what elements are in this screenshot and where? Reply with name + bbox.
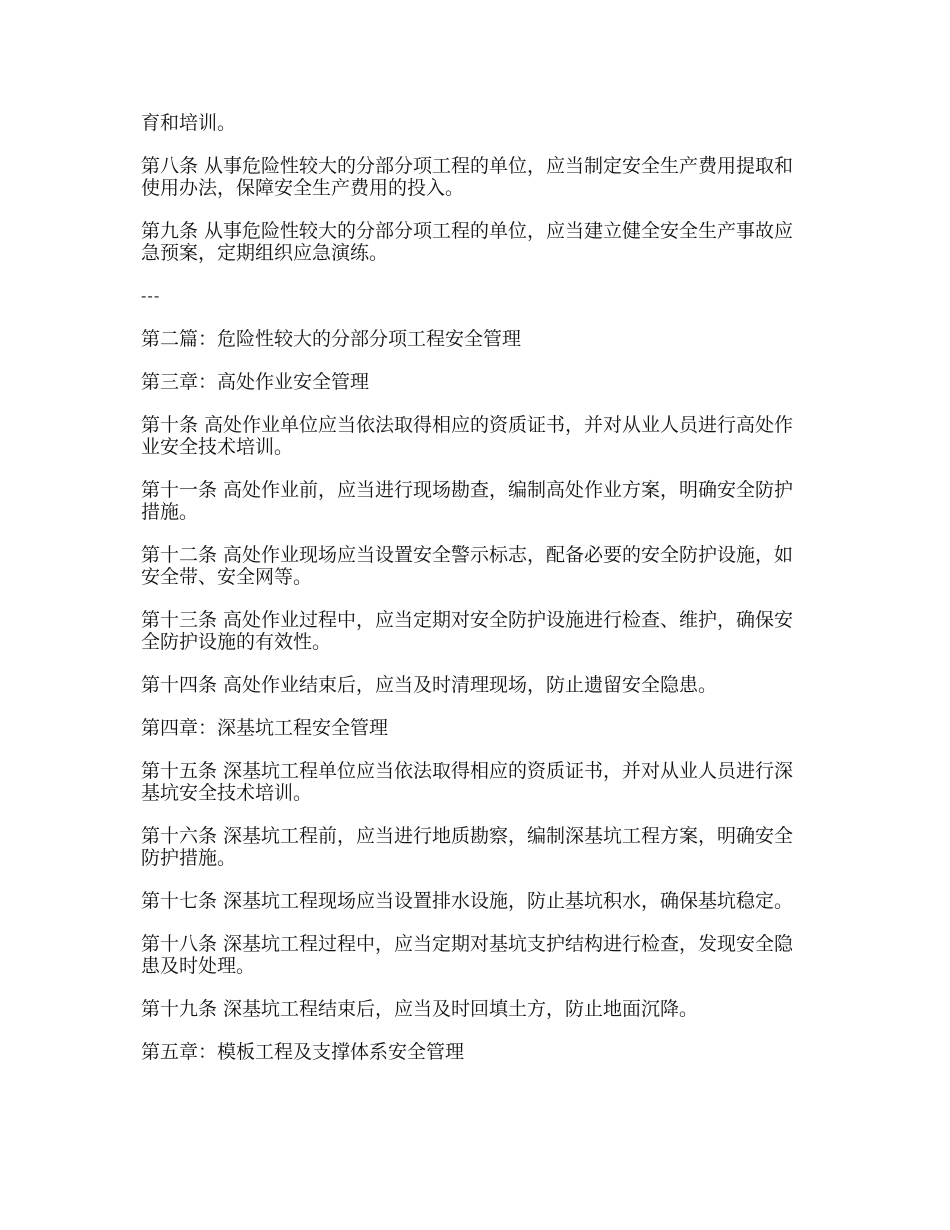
article-16: 第十六条 深基坑工程前，应当进行地质勘察，编制深基坑工程方案，明确安全防护措施。 xyxy=(141,825,794,869)
document-body xyxy=(141,112,811,1084)
article-10: 第十条 高处作业单位应当依法取得相应的资质证书，并对从业人员进行高处作业安全技术培训。 xyxy=(141,414,794,458)
article-8: 第八条 从事危险性较大的分部分项工程的单位，应当制定安全生产费用提取和使用办法，保障安全生产费用的投入。 xyxy=(141,155,794,199)
article-11: 第十一条 高处作业前，应当进行现场勘查，编制高处作业方案，明确安全防护措施。 xyxy=(141,479,794,523)
article-15: 第十五条 深基坑工程单位应当依法取得相应的资质证书，并对从业人员进行深基坑安全技术培训。 xyxy=(141,760,794,804)
article-9: 第九条 从事危险性较大的分部分项工程的单位，应当建立健全安全生产事故应急预案，定期组织应急演练。 xyxy=(141,220,794,264)
article-14: 第十四条 高处作业结束后，应当及时清理现场，防止遗留安全隐患。 xyxy=(141,674,718,696)
chapter-3-heading: 第三章：高处作业安全管理 xyxy=(141,371,370,393)
article-18: 第十八条 深基坑工程过程中，应当定期对基坑支护结构进行检查，发现安全隐患及时处理。 xyxy=(141,933,794,977)
section-separator: --- xyxy=(141,286,161,305)
article-12: 第十二条 高处作业现场应当设置安全警示标志，配备必要的安全防护设施，如安全带、安全网等。 xyxy=(141,544,794,588)
chapter-4-heading: 第四章：深基坑工程安全管理 xyxy=(141,717,389,739)
paragraph-continuation: 育和培训。 xyxy=(141,112,237,134)
article-19: 第十九条 深基坑工程结束后，应当及时回填土方，防止地面沉降。 xyxy=(141,998,699,1020)
chapter-5-heading: 第五章：模板工程及支撑体系安全管理 xyxy=(141,1041,465,1063)
part-heading: 第二篇：危险性较大的分部分项工程安全管理 xyxy=(141,328,522,350)
article-17: 第十七条 深基坑工程现场应当设置排水设施，防止基坑积水，确保基坑稳定。 xyxy=(141,890,794,912)
article-13: 第十三条 高处作业过程中，应当定期对安全防护设施进行检查、维护，确保安全防护设施的有效性。 xyxy=(141,609,794,653)
